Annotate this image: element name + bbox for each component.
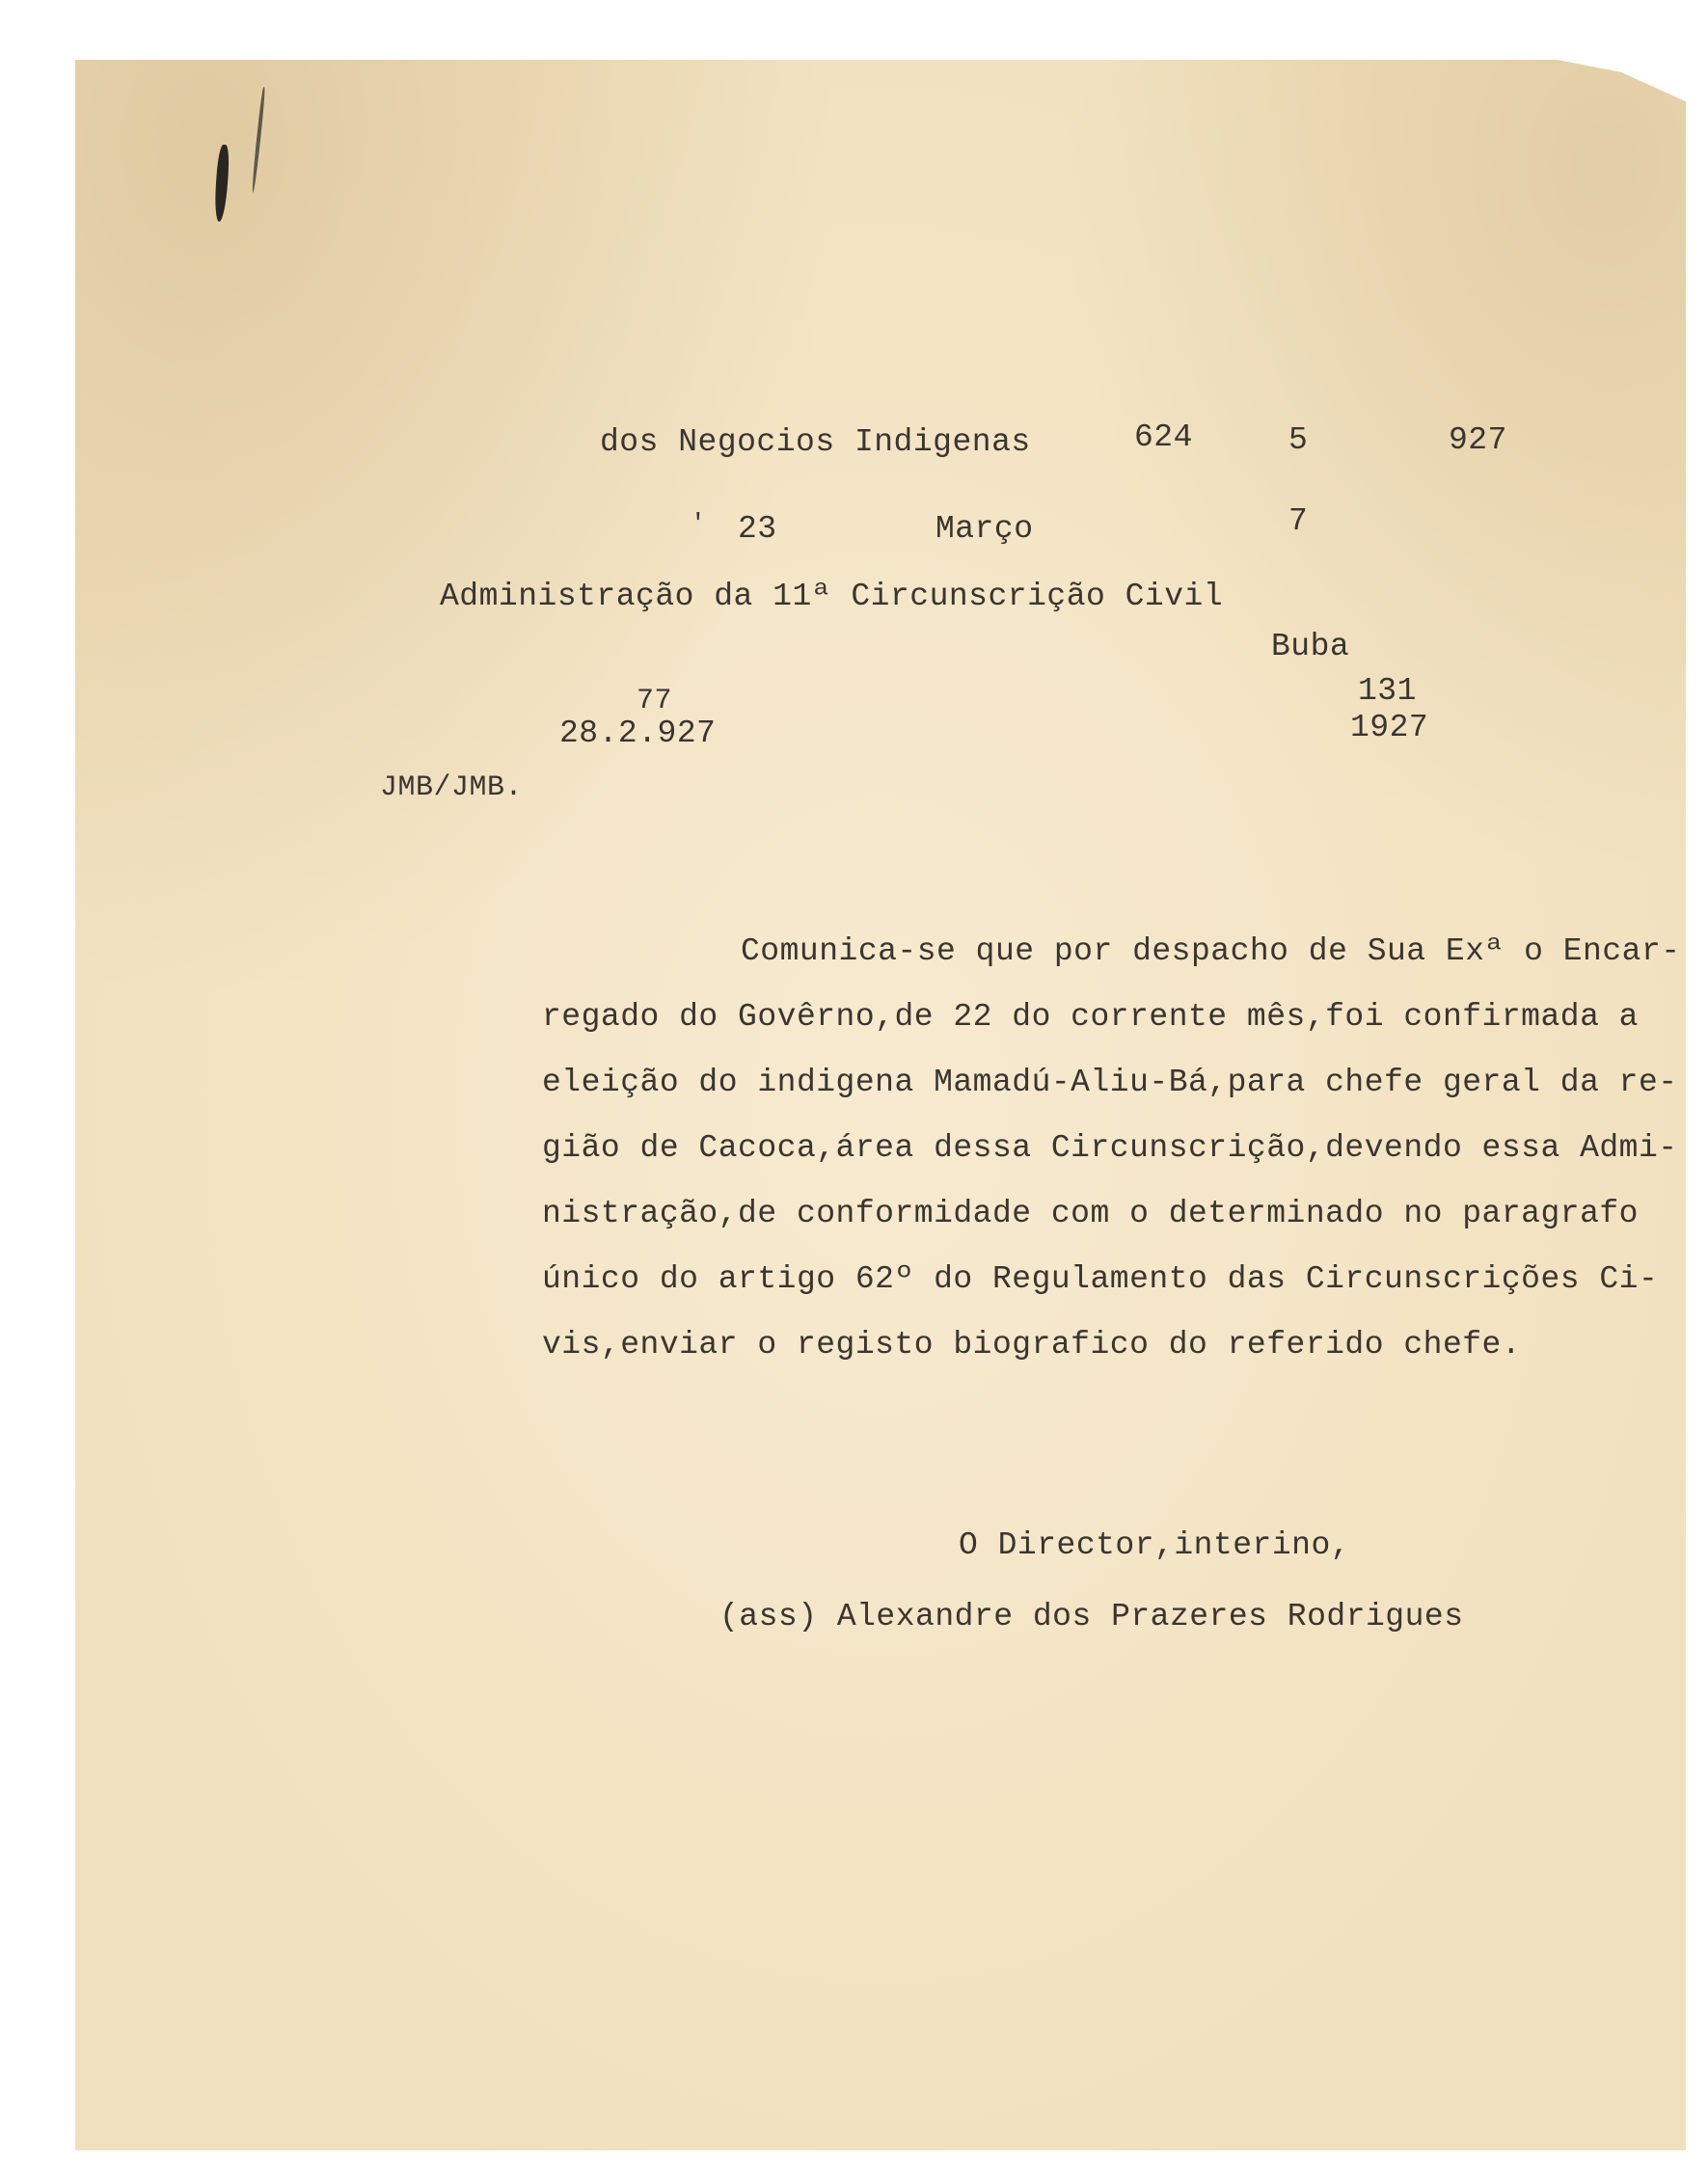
- ref-number-year: 1927: [1350, 710, 1429, 745]
- body-line: regado do Govêrno,de 22 do corrente mês,foi confirmada a: [542, 999, 1639, 1035]
- signature-name: (ass) Alexandre dos Prazeres Rodrigues: [719, 1599, 1464, 1634]
- initials-label: JMB/JMB.: [380, 771, 524, 804]
- date-main: 28.2.927: [559, 716, 717, 751]
- signature-title: O Director,interino,: [959, 1527, 1351, 1563]
- date-superscript: 77: [637, 685, 673, 717]
- reference-a: 624: [1134, 419, 1193, 455]
- day-b-label: 7: [1288, 503, 1309, 539]
- day-tick: ': [691, 509, 707, 538]
- body-line: vis,enviar o registo biografico do referido chefe.: [542, 1327, 1522, 1363]
- month-label: Março: [935, 511, 1034, 547]
- reference-b: 5: [1288, 422, 1309, 458]
- body-line: Comunica-se que por despacho de Sua Exª o Encar-: [741, 933, 1681, 969]
- recipient-label: Administração da 11ª Circunscrição Civil: [440, 579, 1224, 614]
- department-label: dos Negocios Indigenas: [600, 424, 1031, 460]
- body-line: nistração,de conformidade com o determinado no paragrafo: [542, 1196, 1639, 1231]
- body-line: gião de Cacoca,área dessa Circunscrição,devendo essa Admi-: [542, 1130, 1678, 1166]
- document-page: [75, 60, 1686, 2150]
- body-line: único do artigo 62º do Regulamento das Circunscrições Ci-: [542, 1261, 1659, 1297]
- ref-number-top: 131: [1358, 673, 1417, 709]
- day-label: 23: [738, 511, 777, 547]
- place-label: Buba: [1271, 629, 1350, 664]
- reference-c: 927: [1449, 422, 1507, 458]
- body-line: eleição do indigena Mamadú-Aliu-Bá,para chefe geral da re-: [542, 1065, 1678, 1100]
